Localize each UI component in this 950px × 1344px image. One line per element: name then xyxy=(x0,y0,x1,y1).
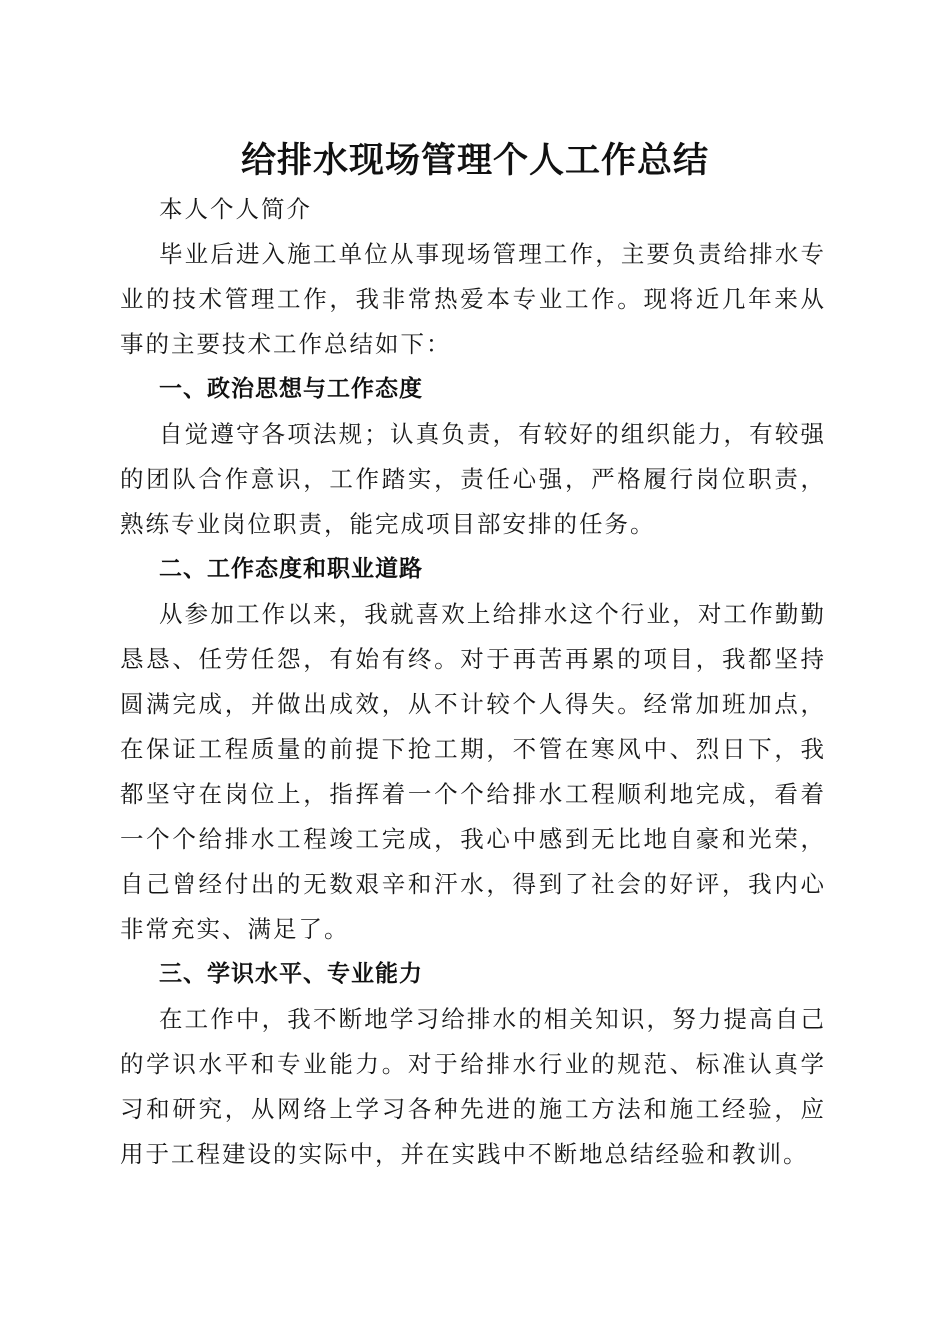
section-heading-career: 二、工作态度和职业道路 xyxy=(159,556,423,582)
section-paragraph-career: 从参加工作以来，我就喜欢上给排水这个行业，对工作勤勤恳恳、任劳任怨，有始有终。对于再苦再累的项目，我都坚持圆满完成，并做出成效，从不计较个人得失。经常加班加点，在保证工程质量的前提下抢工期，不管在寒风中、烈日下，我都坚守在岗位上，指挥着一个个给排水工程顺利地完成，看着一个个给排水工程竣工完成，我心中感到无比地自豪和光荣，自己曾经付出的无数艰辛和汗水，得到了社会的好评，我内心非常充实、满足了。 xyxy=(120,600,826,943)
section-heading-politics: 一、政治思想与工作态度 xyxy=(159,376,423,402)
document-body xyxy=(120,187,826,1177)
document-title: 给排水现场管理个人工作总结 xyxy=(240,140,709,181)
intro-label: 本人个人简介 xyxy=(159,195,312,223)
section-paragraph-politics: 自觉遵守各项法规；认真负责，有较好的组织能力，有较强的团队合作意识，工作踏实，责任心强，严格履行岗位职责，熟练专业岗位职责，能完成项目部安排的任务。 xyxy=(120,420,826,538)
section-paragraph-expertise: 在工作中，我不断地学习给排水的相关知识，努力提高自己的学识水平和专业能力。对于给排水行业的规范、标准认真学习和研究，从网络上学习各种先进的施工方法和施工经验，应用于工程建设的实际中，并在实践中不断地总结经验和教训。 xyxy=(120,1005,826,1168)
section-heading-expertise: 三、学识水平、专业能力 xyxy=(159,961,423,987)
intro-paragraph: 毕业后进入施工单位从事现场管理工作，主要负责给排水专业的技术管理工作，我非常热爱本专业工作。现将近几年来从事的主要技术工作总结如下： xyxy=(120,240,826,358)
